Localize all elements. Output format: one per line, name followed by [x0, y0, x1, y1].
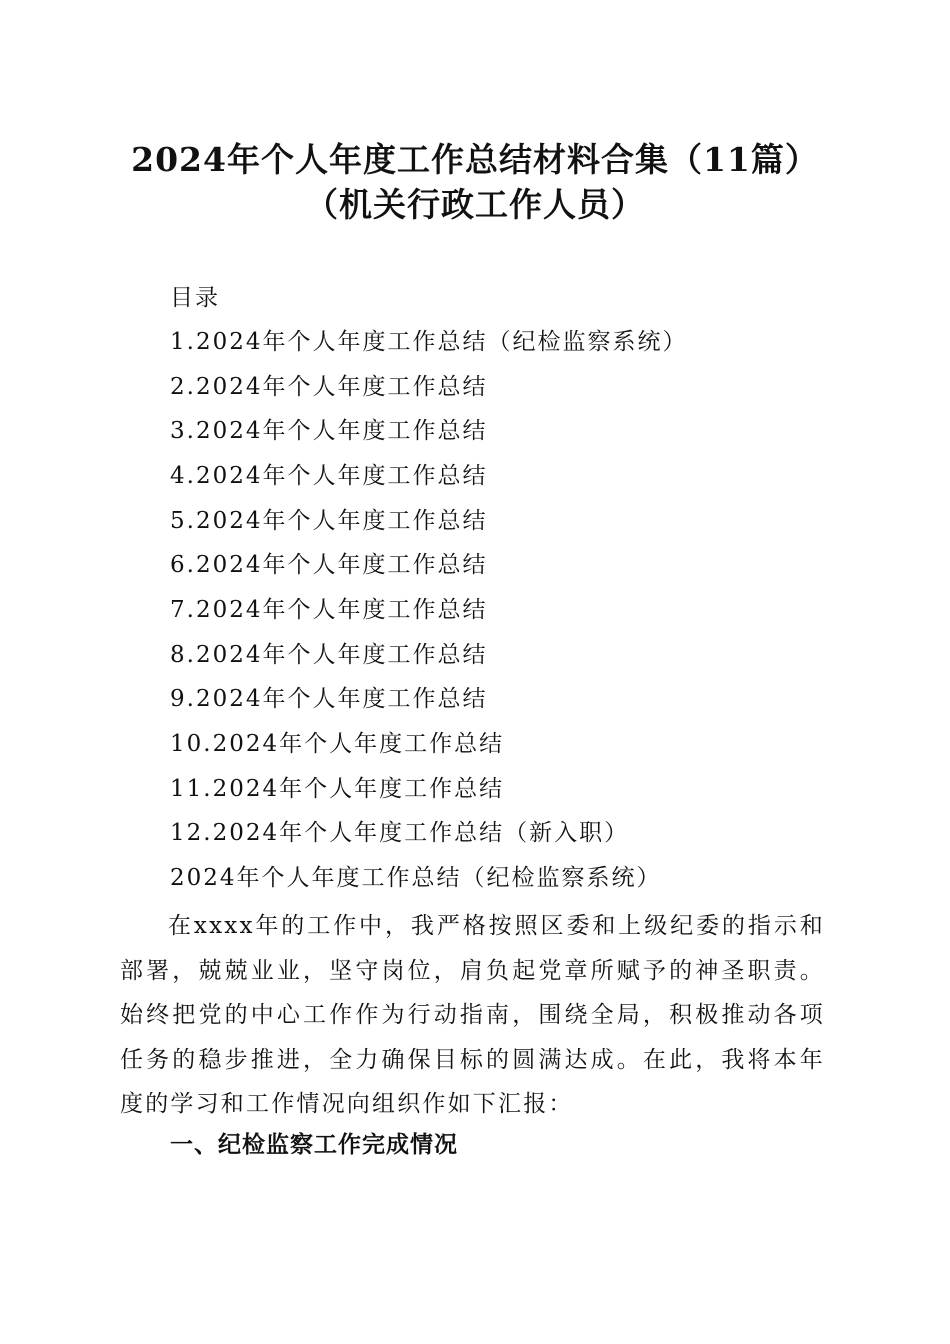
section-title: 2024年个人年度工作总结（纪检监察系统） [170, 865, 662, 891]
toc-item: 3.2024年个人年度工作总结 [170, 418, 488, 444]
toc-item: 8.2024年个人年度工作总结 [170, 642, 488, 668]
toc-item: 5.2024年个人年度工作总结 [170, 508, 488, 534]
document-title: 2024年个人年度工作总结材料合集（11篇） [131, 140, 819, 179]
body-paragraph: 在xxxx年的工作中，我严格按照区委和上级纪委的指示和部署，兢兢业业，坚守岗位，肩负起党章所赋予的神圣职责。始终把党的中心工作作为行动指南，围绕全局，积极推动各项任务的稳步推进，全力确保目标的圆满达成。在此，我将本年度的学习和工作情况向组织作如下汇报： [120, 913, 825, 1118]
toc-item: 7.2024年个人年度工作总结 [170, 597, 488, 623]
toc-item: 4.2024年个人年度工作总结 [170, 463, 488, 489]
toc-item: 11.2024年个人年度工作总结 [170, 776, 505, 802]
toc-item: 10.2024年个人年度工作总结 [170, 731, 505, 757]
toc-item: 6.2024年个人年度工作总结 [170, 552, 488, 578]
toc-item: 2.2024年个人年度工作总结 [170, 374, 488, 400]
toc-item: 9.2024年个人年度工作总结 [170, 686, 488, 712]
document-subtitle: （机关行政工作人员） [305, 185, 645, 224]
section-heading: 一、纪检监察工作完成情况 [170, 1132, 458, 1158]
toc-label: 目录 [170, 285, 220, 311]
toc-item: 1.2024年个人年度工作总结（纪检监察系统） [170, 329, 688, 355]
toc-item: 12.2024年个人年度工作总结（新入职） [170, 820, 630, 846]
